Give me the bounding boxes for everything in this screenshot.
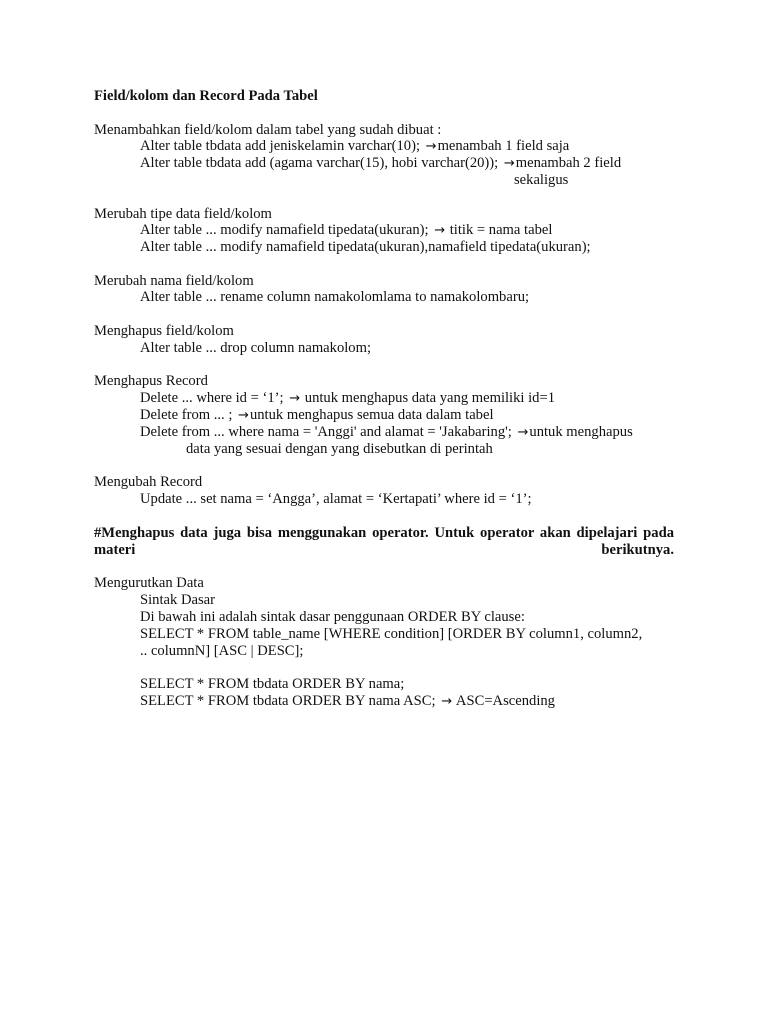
code-line-update: Update ... set nama = ‘Angga’, alamat = ‘Kertapati’ where id = ‘1’; xyxy=(140,491,532,507)
code-line-modify-single xyxy=(140,222,552,239)
note-text: untuk menghapus semua data dalam tabel xyxy=(249,407,494,423)
note-text: untuk menghapus xyxy=(529,424,633,440)
section-heading-rename-field: Merubah nama field/kolom xyxy=(94,273,254,289)
section-heading-update-record: Mengubah Record xyxy=(94,474,203,490)
code-text: Alter table tbdata add jeniskelamin varchar(10); xyxy=(140,138,424,154)
section-heading-sort-data: Mengurutkan Data xyxy=(94,575,204,591)
right-arrow-icon: → xyxy=(289,391,301,406)
right-arrow-icon: → xyxy=(503,156,515,171)
code-line-order-by: SELECT * FROM tbdata ORDER BY nama; xyxy=(140,676,405,692)
right-arrow-icon: → xyxy=(441,694,453,709)
note-text: untuk menghapus data yang memiliki id=1 xyxy=(301,390,555,406)
code-text: Delete from ... where nama = 'Anggi' and alamat = 'Jakabaring'; xyxy=(140,424,516,440)
note-text: menambah 1 field saja xyxy=(437,138,570,154)
code-line-delete-conditional xyxy=(140,424,633,441)
right-arrow-icon: → xyxy=(517,425,529,440)
code-line-add-one-field xyxy=(140,138,569,155)
code-line-delete-by-id xyxy=(140,390,555,407)
note-text: menambah 2 field xyxy=(515,155,622,171)
code-line-delete-all xyxy=(140,407,494,424)
code-text: Alter table tbdata add (agama varchar(15), hobi varchar(20)); xyxy=(140,155,502,171)
section-heading-add-field: Menambahkan field/kolom dalam tabel yang sudah dibuat : xyxy=(94,122,442,138)
note-continuation: data yang sesuai dengan yang disebutkan di perintah xyxy=(186,441,493,457)
code-line-syntax: SELECT * FROM table_name [WHERE condition] [ORDER BY column1, column2, xyxy=(140,626,643,642)
right-arrow-icon: → xyxy=(425,139,437,154)
operator-note: #Menghapus data juga bisa menggunakan operator. Untuk operator akan dipelajari pada materi berikutnya. xyxy=(94,525,674,558)
section-heading-delete-record: Menghapus Record xyxy=(94,373,208,389)
section-heading-modify-type: Merubah tipe data field/kolom xyxy=(94,206,272,222)
code-text: Alter table ... modify namafield tipedata(ukuran); xyxy=(140,222,433,238)
syntax-intro: Di bawah ini adalah sintak dasar penggunaan ORDER BY clause: xyxy=(140,609,525,625)
subheading-basic-syntax: Sintak Dasar xyxy=(140,592,215,608)
code-text: SELECT * FROM tbdata ORDER BY nama ASC; xyxy=(140,693,440,709)
note-text: titik = nama tabel xyxy=(446,222,553,238)
code-line-modify-multiple: Alter table ... modify namafield tipedata(ukuran),namafield tipedata(ukuran); xyxy=(140,239,591,255)
code-line-drop-column: Alter table ... drop column namakolom; xyxy=(140,340,372,356)
note-text: ASC=Ascending xyxy=(453,693,555,709)
right-arrow-icon: → xyxy=(238,408,249,423)
code-text: Delete ... where id = ‘1’; xyxy=(140,390,288,406)
code-line-rename-column: Alter table ... rename column namakolomlama to namakolombaru; xyxy=(140,289,530,305)
code-line-order-by-asc xyxy=(140,693,555,710)
right-arrow-icon: → xyxy=(434,223,446,238)
section-heading-drop-field: Menghapus field/kolom xyxy=(94,323,234,339)
document-title: Field/kolom dan Record Pada Tabel xyxy=(94,88,318,104)
note-continuation: sekaligus xyxy=(514,172,569,188)
code-text: Delete from ... ; xyxy=(140,407,237,423)
code-line-add-two-fields xyxy=(140,155,621,172)
code-line-syntax-cont: .. columnN] [ASC | DESC]; xyxy=(140,643,304,659)
